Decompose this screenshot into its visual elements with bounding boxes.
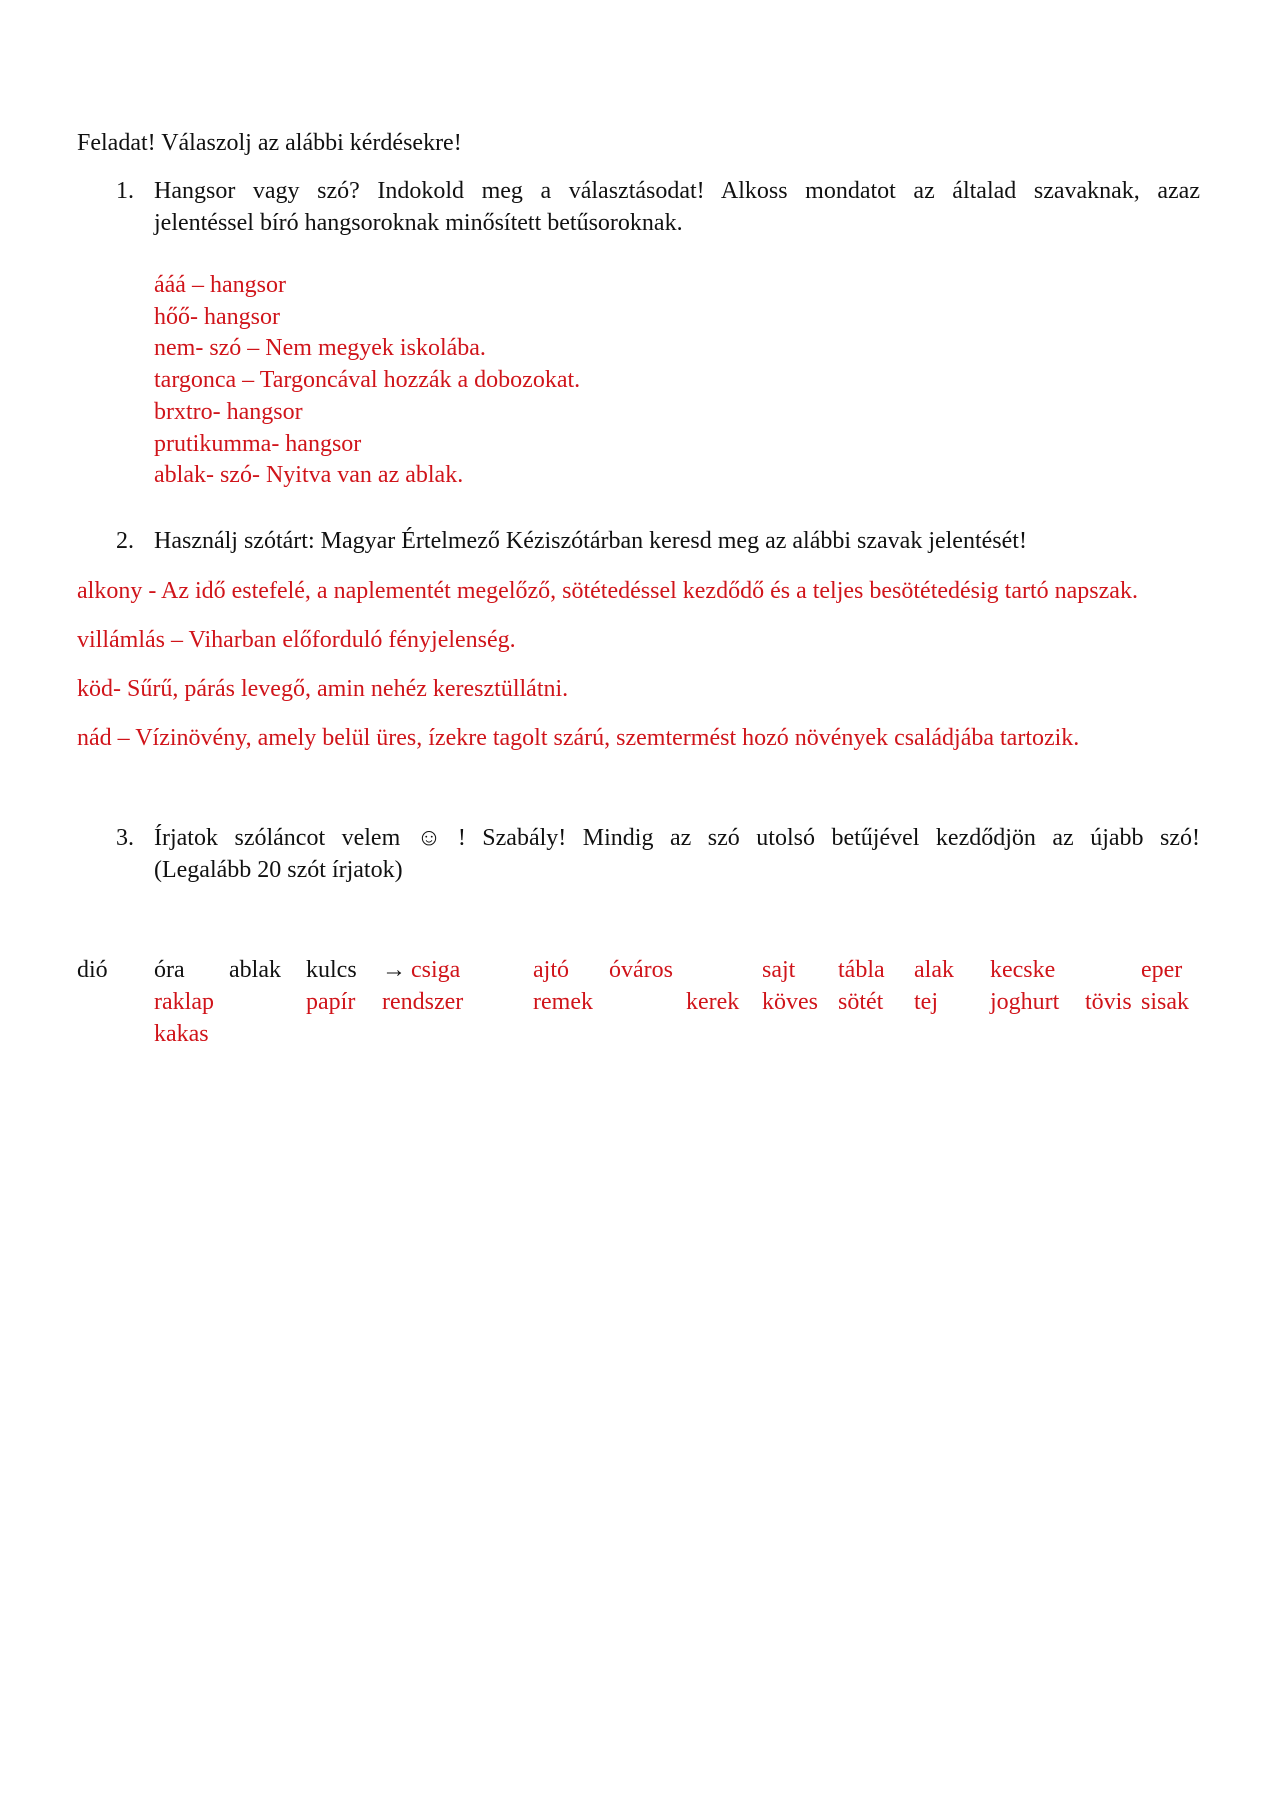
chain-word-answer: óváros bbox=[609, 957, 673, 983]
question-3-line-1 bbox=[154, 822, 1200, 854]
question-3-line-1-end: ! Szabály! Mindig az szó utolsó betűjével kezdődjön az újabb szó! bbox=[457, 825, 1201, 851]
chain-word-given: dió bbox=[77, 957, 108, 983]
question-2-text: Használj szótárt: Magyar Értelmező Kéziszótárban keresd meg az alábbi szavak jelentését! bbox=[154, 528, 1027, 554]
chain-word-answer: tej bbox=[914, 989, 938, 1015]
chain-word-answer: köves bbox=[762, 989, 818, 1015]
answer-line: nem- szó – Nem megyek iskolába. bbox=[154, 335, 486, 362]
chain-word-answer: papír bbox=[306, 989, 356, 1015]
answer-line: targonca – Targoncával hozzák a dobozokat. bbox=[154, 367, 581, 394]
heading: Feladat! Válaszolj az alábbi kérdésekre! bbox=[77, 130, 462, 156]
chain-word-answer: rendszer bbox=[382, 989, 464, 1015]
chain-word-answer: kerek bbox=[686, 989, 740, 1015]
question-1-line-2: jelentéssel bíró hangsoroknak minősített betűsoroknak. bbox=[154, 210, 683, 236]
chain-word-answer: remek bbox=[533, 989, 593, 1015]
chain-word-answer: sajt bbox=[762, 957, 796, 983]
chain-word-answer: kakas bbox=[154, 1021, 209, 1047]
chain-word-answer: raklap bbox=[154, 989, 214, 1015]
arrow-right-icon: → bbox=[382, 957, 406, 983]
chain-word-answer: joghurt bbox=[990, 989, 1060, 1015]
chain-word-answer: alak bbox=[914, 957, 954, 983]
question-2-number: 2. bbox=[116, 528, 134, 554]
answer-line: prutikumma- hangsor bbox=[154, 430, 362, 457]
definition-alkony: alkony - Az idő estefelé, a naplementét megelőző, sötétedéssel kezdődő és a teljes besötétedésig tartó napszak. bbox=[77, 578, 1138, 604]
chain-word-answer: ajtó bbox=[533, 957, 569, 983]
answer-line: ááá – hangsor bbox=[154, 272, 286, 298]
smiley-icon: ☺ bbox=[416, 825, 442, 851]
chain-word-answer: sisak bbox=[1141, 989, 1189, 1015]
chain-word-answer: tábla bbox=[838, 957, 885, 983]
chain-word-given: kulcs bbox=[306, 957, 357, 983]
definition-nad: nád – Vízinövény, amely belül üres, ízekre tagolt szárú, szemtermést hozó növények családjába tartozik. bbox=[77, 725, 1080, 751]
chain-word-answer: csiga bbox=[411, 957, 461, 983]
answer-line: brxtro- hangsor bbox=[154, 398, 303, 425]
question-1-number: 1. bbox=[116, 178, 134, 204]
chain-word-given: ablak bbox=[229, 957, 281, 983]
question-3-number: 3. bbox=[116, 825, 134, 851]
question-3-line-1-start: Írjatok szóláncot velem bbox=[154, 825, 401, 851]
answer-line: ablak- szó- Nyitva van az ablak. bbox=[154, 462, 464, 489]
chain-word-answer: tövis bbox=[1085, 989, 1132, 1015]
chain-word-answer: eper bbox=[1141, 957, 1183, 983]
chain-word-answer: sötét bbox=[838, 989, 884, 1015]
chain-word-answer: kecske bbox=[990, 957, 1056, 983]
question-3-line-2: (Legalább 20 szót írjatok) bbox=[154, 857, 403, 883]
question-1-text bbox=[154, 175, 1200, 239]
answer-line: hőő- hangsor bbox=[154, 303, 280, 330]
chain-word-given: óra bbox=[154, 957, 185, 983]
question-3-text bbox=[154, 822, 1200, 886]
question-1-answers bbox=[154, 270, 580, 492]
definition-kod: köd- Sűrű, párás levegő, amin nehéz keresztüllátni. bbox=[77, 676, 569, 702]
question-1-line-1: Hangsor vagy szó? Indokold meg a választásodat! Alkoss mondatot az általad szavaknak, azaz bbox=[154, 178, 1200, 204]
definition-villamlas: villámlás – Viharban előforduló fényjelenség. bbox=[77, 627, 516, 653]
